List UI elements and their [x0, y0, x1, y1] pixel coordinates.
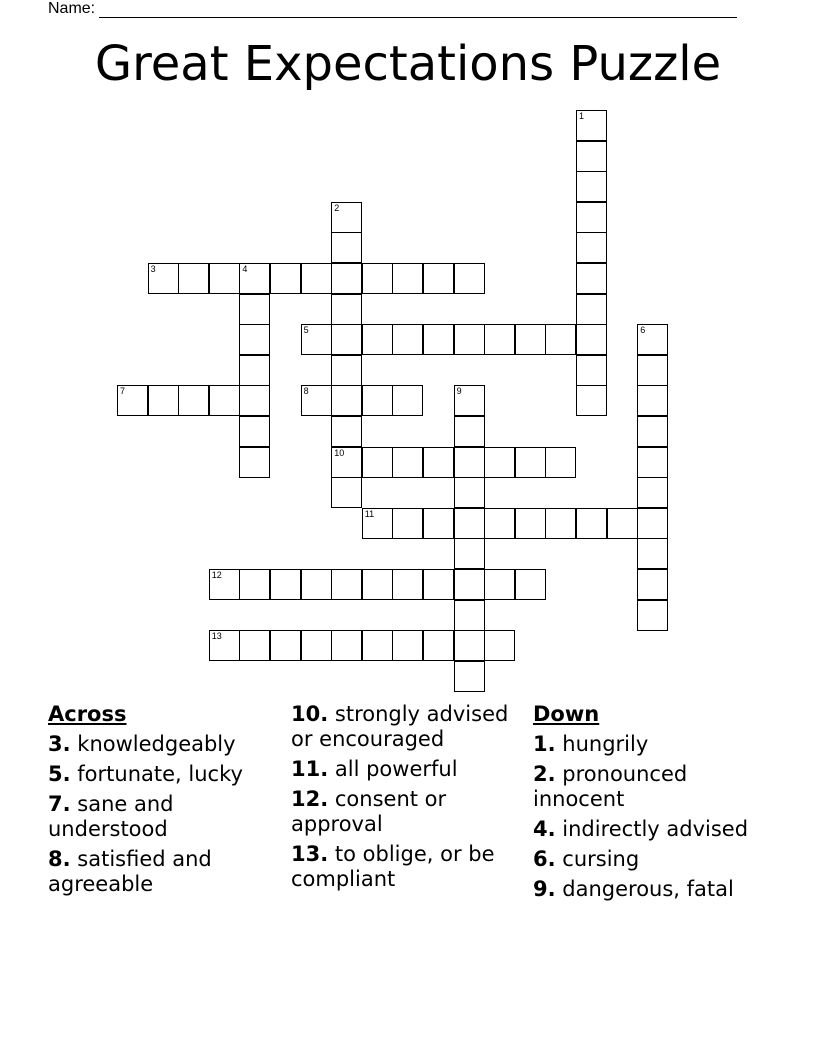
grid-cell[interactable] [301, 630, 332, 661]
grid-cell[interactable] [331, 355, 362, 386]
grid-cell[interactable] [637, 508, 668, 539]
grid-cell[interactable] [392, 508, 423, 539]
grid-cell[interactable] [331, 569, 362, 600]
grid-cell-1[interactable] [576, 110, 607, 141]
grid-cell[interactable] [515, 324, 546, 355]
grid-cell[interactable] [239, 294, 270, 325]
grid-cell[interactable] [637, 538, 668, 569]
grid-cell-4[interactable] [239, 263, 270, 294]
grid-cell[interactable] [331, 630, 362, 661]
grid-cell[interactable] [454, 508, 485, 539]
grid-cell[interactable] [331, 294, 362, 325]
clue-down-1: 1. hungrily [533, 732, 649, 756]
grid-cell[interactable] [637, 600, 668, 631]
grid-cell[interactable] [576, 508, 607, 539]
grid-cell[interactable] [362, 385, 393, 416]
grid-cell-8[interactable] [301, 385, 332, 416]
grid-cell[interactable] [423, 508, 454, 539]
grid-cell[interactable] [484, 508, 515, 539]
grid-cell-2[interactable] [331, 202, 362, 233]
clue-across-3: 3. knowledgeably [48, 732, 236, 756]
cell-number: 2 [334, 202, 340, 213]
grid-cell-5[interactable] [301, 324, 332, 355]
grid-cell[interactable] [362, 569, 393, 600]
grid-cell[interactable] [423, 630, 454, 661]
grid-cell[interactable] [576, 294, 607, 325]
grid-cell[interactable] [576, 385, 607, 416]
grid-cell[interactable] [392, 447, 423, 478]
grid-cell[interactable] [484, 630, 515, 661]
across-clues-column-1 [48, 702, 268, 902]
grid-cell[interactable] [239, 416, 270, 447]
grid-cell-11[interactable] [362, 508, 393, 539]
grid-cell[interactable] [484, 324, 515, 355]
grid-cell-13[interactable] [209, 630, 240, 661]
grid-cell[interactable] [637, 447, 668, 478]
puzzle-title: Great Expectations Puzzle [94, 36, 722, 92]
grid-cell[interactable] [515, 508, 546, 539]
grid-cell[interactable] [178, 385, 209, 416]
grid-cell[interactable] [270, 630, 301, 661]
grid-cell[interactable] [515, 447, 546, 478]
clue-across-8: 8. satisfied and agreeable [48, 847, 212, 896]
grid-cell[interactable] [454, 263, 485, 294]
grid-cell[interactable] [637, 477, 668, 508]
grid-cell[interactable] [270, 263, 301, 294]
grid-cell[interactable] [392, 385, 423, 416]
grid-cell[interactable] [454, 324, 485, 355]
grid-cell-12[interactable] [209, 569, 240, 600]
clue-down-4: 4. indirectly advised [533, 817, 749, 841]
grid-cell[interactable] [331, 477, 362, 508]
cell-number: 13 [211, 631, 222, 642]
grid-cell[interactable] [239, 630, 270, 661]
clue-across-5: 5. fortunate, lucky [48, 762, 243, 786]
clue-down-6: 6. cursing [533, 847, 640, 871]
grid-cell[interactable] [239, 569, 270, 600]
grid-cell[interactable] [454, 630, 485, 661]
grid-cell[interactable] [301, 263, 332, 294]
cell-number: 3 [150, 264, 156, 274]
grid-cell[interactable] [576, 232, 607, 263]
cell-number: 7 [120, 386, 126, 397]
grid-cell[interactable] [392, 569, 423, 600]
cell-number: 5 [303, 325, 309, 336]
clue-across-7: 7. sane and understood [48, 792, 174, 841]
clue-across-11: 11. all powerful [291, 757, 458, 781]
grid-cell[interactable] [454, 600, 485, 631]
grid-cell[interactable] [454, 538, 485, 569]
grid-cell[interactable] [454, 661, 485, 692]
cell-number: 4 [242, 264, 248, 274]
grid-cell[interactable] [331, 232, 362, 263]
cell-number: 6 [640, 325, 646, 336]
cell-number: 10 [334, 447, 345, 458]
grid-cell[interactable] [545, 508, 576, 539]
grid-cell[interactable] [423, 324, 454, 355]
clue-across-12: 12. consent or approval [291, 787, 447, 836]
grid-cell[interactable] [576, 171, 607, 202]
grid-cell[interactable] [148, 385, 179, 416]
grid-cell[interactable] [637, 385, 668, 416]
grid-cell[interactable] [331, 385, 362, 416]
grid-cell[interactable] [239, 385, 270, 416]
grid-cell[interactable] [270, 569, 301, 600]
clue-across-10: 10. strongly advised or encouraged [291, 702, 509, 751]
grid-cell-10[interactable] [331, 447, 362, 478]
grid-cell[interactable] [576, 263, 607, 294]
clue-across-13: 13. to oblige, or be compliant [291, 842, 495, 891]
grid-cell[interactable] [576, 202, 607, 233]
grid-cell[interactable] [392, 263, 423, 294]
grid-cell[interactable] [362, 630, 393, 661]
across-clues-column-2 [291, 702, 511, 897]
grid-cell-9[interactable] [454, 385, 485, 416]
grid-cell-6[interactable] [637, 324, 668, 355]
grid-cell[interactable] [607, 508, 638, 539]
grid-cell[interactable] [637, 569, 668, 600]
grid-cell[interactable] [454, 447, 485, 478]
grid-cell[interactable] [423, 447, 454, 478]
grid-cell[interactable] [362, 447, 393, 478]
grid-cell[interactable] [331, 263, 362, 294]
grid-cell[interactable] [331, 324, 362, 355]
grid-cell[interactable] [454, 477, 485, 508]
grid-cell[interactable] [239, 355, 270, 386]
grid-cell[interactable] [331, 416, 362, 447]
grid-cell[interactable] [362, 324, 393, 355]
cell-number: 11 [364, 508, 375, 519]
clue-down-9: 9. dangerous, fatal [533, 877, 734, 901]
grid-cell[interactable] [545, 324, 576, 355]
grid-cell[interactable] [301, 569, 332, 600]
grid-cell[interactable] [637, 416, 668, 447]
grid-cell[interactable] [576, 324, 607, 355]
cell-number: 12 [211, 570, 222, 580]
cell-number: 8 [303, 386, 309, 397]
grid-cell[interactable] [239, 324, 270, 355]
grid-cell[interactable] [362, 263, 393, 294]
grid-cell[interactable] [484, 447, 515, 478]
down-heading: Down [533, 702, 600, 726]
grid-cell[interactable] [545, 447, 576, 478]
grid-cell[interactable] [454, 569, 485, 600]
grid-cell[interactable] [178, 263, 209, 294]
down-clues-column [533, 702, 753, 907]
grid-cell[interactable] [515, 569, 546, 600]
grid-cell[interactable] [423, 263, 454, 294]
clue-down-2: 2. pronounced innocent [533, 762, 688, 811]
grid-cell[interactable] [576, 355, 607, 386]
name-label: Name: [48, 0, 96, 17]
grid-cell[interactable] [423, 569, 454, 600]
cell-number: 9 [456, 386, 462, 397]
cell-number: 1 [579, 111, 585, 121]
grid-cell-3[interactable] [148, 263, 179, 294]
grid-cell[interactable] [239, 447, 270, 478]
grid-cell[interactable] [392, 630, 423, 661]
grid-cell[interactable] [637, 355, 668, 386]
grid-cell-7[interactable] [117, 385, 148, 416]
grid-cell[interactable] [484, 569, 515, 600]
grid-cell[interactable] [209, 385, 240, 416]
grid-cell[interactable] [576, 141, 607, 172]
grid-cell[interactable] [454, 416, 485, 447]
across-heading: Across [48, 702, 127, 726]
grid-cell[interactable] [392, 324, 423, 355]
grid-cell[interactable] [209, 263, 240, 294]
